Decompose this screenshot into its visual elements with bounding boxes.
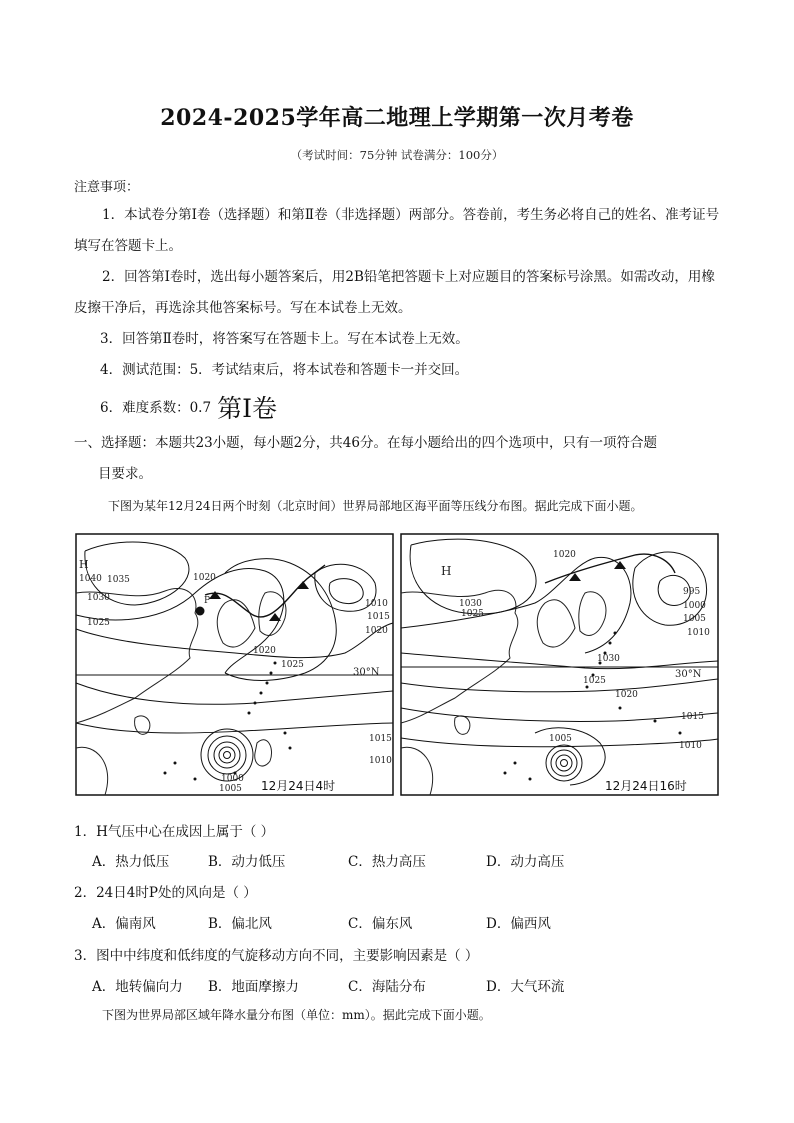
right-isobar-label: 1020	[553, 550, 576, 560]
notice-heading: 注意事项：	[74, 180, 140, 195]
right-isobar-label: 1010	[687, 628, 710, 638]
right-isobar-label: 1000	[683, 601, 706, 611]
question-2-option-a[interactable]: A．偏南风	[92, 916, 156, 932]
left-map-h-label: H	[79, 558, 89, 571]
right-isobar-label: 1030	[597, 654, 620, 664]
question-1-option-d[interactable]: D．动力高压	[486, 854, 565, 870]
left-isobar-label: 1020	[193, 573, 216, 583]
question-2-option-c[interactable]: C．偏东风	[348, 916, 413, 932]
question-3-option-d[interactable]: D．大气环流	[486, 979, 565, 995]
volume-title: 第Ⅰ卷	[217, 394, 277, 423]
question-3-option-b[interactable]: B．地面摩擦力	[208, 979, 299, 995]
right-map-caption: 12月24日16时	[605, 779, 687, 793]
right-isobar-label: 995	[683, 587, 701, 597]
left-isobar-label: 1025	[281, 660, 304, 670]
left-isobar-label: 1010	[369, 756, 392, 766]
question-3-option-c[interactable]: C．海陆分布	[348, 979, 426, 995]
notice-item-2: 2．回答第Ⅰ卷时，选出每小题答案后，用2B铅笔把答题卡上对应题目的答案标号涂黑。如需改动，用橡皮擦干净后，再选涂其他答案标号。写在本试卷上无效。	[74, 269, 715, 316]
right-isobar-label: 1015	[681, 712, 704, 722]
left-isobar-label: 1040	[79, 574, 102, 584]
right-isobar-label: 1030	[459, 599, 482, 609]
isobar-map-left	[76, 534, 393, 795]
right-isobar-label: 1005	[683, 614, 706, 624]
left-isobar-label: 1035	[107, 575, 130, 585]
left-isobar-label: 1000	[221, 774, 244, 784]
left-map-caption: 12月24日4时	[261, 779, 336, 793]
left-isobar-label: 1020	[253, 646, 276, 656]
left-isobar-label: 1010	[365, 599, 388, 609]
left-isobar-label: 1030	[87, 593, 110, 603]
exam-subtitle: （考试时间：75分钟 试卷满分：100分）	[290, 148, 504, 162]
right-map-h-label: H	[441, 564, 452, 578]
question-1-option-b[interactable]: B．动力低压	[208, 854, 286, 870]
right-map-latitude-label: 30°N	[675, 669, 702, 680]
right-isobar-label: 1025	[583, 676, 606, 686]
left-isobar-label: 1020	[365, 626, 388, 636]
notice-item-5-row	[100, 393, 277, 424]
isobar-maps-figure	[75, 533, 719, 797]
notice-item-1: 1．本试卷分第Ⅰ卷（选择题）和第Ⅱ卷（非选择题）两部分。答卷前，考生务必将自己的姓名、准考证号填写在答题卡上。	[74, 207, 720, 254]
left-isobar-label: 1015	[367, 612, 390, 622]
question-2-stem: 2．24日4时P处的风向是（ ）	[74, 885, 257, 901]
section-1-instructions	[74, 428, 734, 490]
left-map-latitude-label: 30°N	[353, 667, 380, 678]
section-1-line-2: 目要求。	[98, 466, 152, 482]
right-isobar-label: 1020	[615, 690, 638, 700]
left-isobar-label: 1025	[87, 618, 110, 628]
question-1-option-c[interactable]: C．热力高压	[348, 854, 426, 870]
notice-item-5: 6．难度系数：0.7	[100, 400, 212, 416]
question-1-option-a[interactable]: A．热力低压	[92, 854, 170, 870]
map-intro-text: 下图为某年12月24日两个时刻（北京时间）世界局部地区海平面等压线分布图。据此完成下面小题。	[108, 499, 643, 513]
question-1-stem: 1．H气压中心在成因上属于（ ）	[74, 824, 275, 840]
isobar-map-right	[401, 534, 718, 795]
left-isobar-label: 1015	[369, 734, 392, 744]
precipitation-map-intro: 下图为世界局部区域年降水量分布图（单位：mm）。据此完成下面小题。	[102, 1008, 491, 1022]
section-1-line-1: 一、选择题：本题共23小题，每小题2分，共46分。在每小题给出的四个选项中，只有一项符合题	[74, 435, 657, 451]
notice-item-3: 3．回答第Ⅱ卷时，将答案写在答题卡上。写在本试卷上无效。	[100, 331, 469, 347]
right-isobar-label: 1025	[461, 609, 484, 619]
left-isobar-label: 1005	[219, 784, 242, 794]
right-isobar-label: 1005	[549, 734, 572, 744]
left-map-p-label: P	[204, 596, 211, 606]
question-3-stem: 3．图中中纬度和低纬度的气旋移动方向不同，主要影响因素是（ ）	[74, 948, 479, 964]
right-isobar-label: 1010	[679, 741, 702, 751]
exam-title: 2024-2025学年高二地理上学期第一次月考卷	[160, 105, 634, 131]
notice-item-4: 4．测试范围：5．考试结束后，将本试卷和答题卡一并交回。	[100, 362, 469, 378]
question-2-option-b[interactable]: B．偏北风	[208, 916, 272, 932]
question-2-option-d[interactable]: D．偏西风	[486, 916, 551, 932]
question-3-option-a[interactable]: A．地转偏向力	[92, 979, 183, 995]
